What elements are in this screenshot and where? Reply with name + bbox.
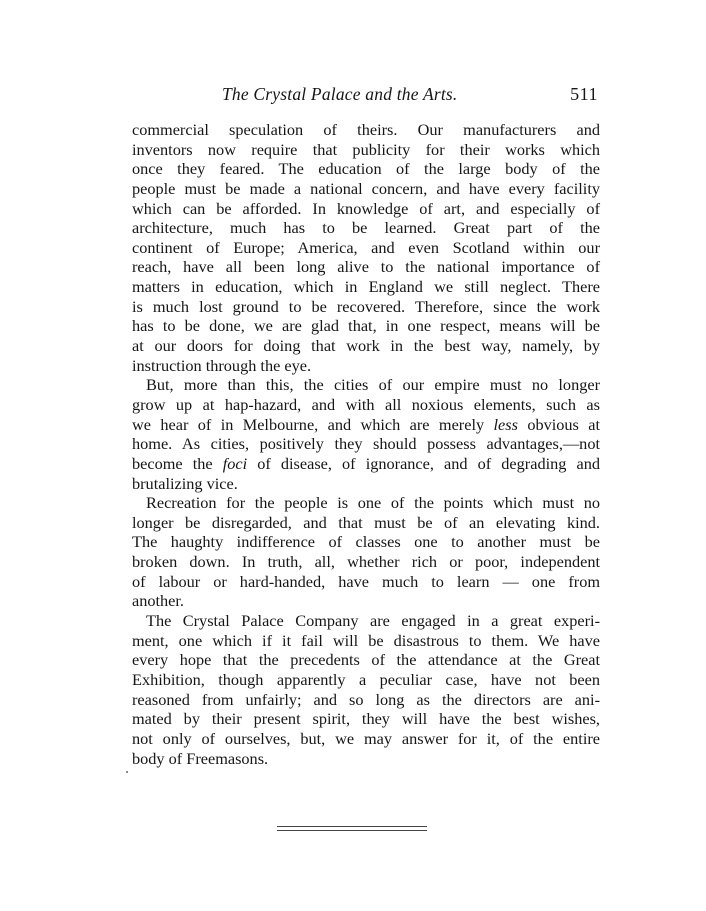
text-line: But, more than this, the cities of our empire must no longer xyxy=(146,375,600,395)
text-line: not only of ourselves, but, we may answer for it, of the entire xyxy=(132,728,600,748)
text-line: longer be disregarded, and that must be of an elevating kind. xyxy=(132,512,600,532)
text-line: reach, have all been long alive to the national importance of xyxy=(132,257,600,277)
running-header xyxy=(132,84,598,108)
text-line: continent of Europe; America, and even Scotland within our xyxy=(132,237,600,257)
text-line: is much lost ground to be recovered. Therefore, since the work xyxy=(132,296,600,316)
text-run: obvious at xyxy=(527,414,601,434)
text-line: home. As cities, positively they should possess advantages,—not xyxy=(132,434,600,454)
text-line: reasoned from unfairly; and so long as the directors are ani- xyxy=(132,689,600,709)
text-run: become the xyxy=(132,453,213,473)
closing-double-rule xyxy=(277,826,427,832)
text-line: mated by their present spirit, they will have the best wishes, xyxy=(132,709,600,729)
text-line-mixed xyxy=(132,454,600,474)
text-line: Recreation for the people is one of the points which must no xyxy=(146,493,600,513)
text-line: of labour or hard-handed, have much to learn — one from xyxy=(132,571,600,591)
text-line: ment, one which if it fail will be disastrous to them. We have xyxy=(132,630,600,650)
text-line: The Crystal Palace Company are engaged in a great experi- xyxy=(146,611,600,631)
text-line: once they feared. The education of the large body of the xyxy=(132,159,600,179)
text-line: every hope that the precedents of the attendance at the Great xyxy=(132,650,600,670)
running-title: The Crystal Palace and the Arts. xyxy=(222,84,458,104)
text-line: another. xyxy=(132,591,184,611)
text-line: architecture, much has to be learned. Great part of the xyxy=(132,218,600,238)
text-line: The haughty indifference of classes one to another must be xyxy=(132,532,600,552)
rule-line xyxy=(277,826,427,827)
text-line: matters in education, which in England we still neglect. There xyxy=(132,277,600,297)
text-line: Exhibition, though apparently a peculiar case, have not been xyxy=(132,669,600,689)
text-line: people must be made a national concern, and have every facility xyxy=(132,178,600,198)
text-run: of disease, of ignorance, and of degrading and xyxy=(257,453,600,473)
italic-run: less xyxy=(493,414,518,434)
text-line: inventors now require that publicity for their works which xyxy=(132,139,600,159)
rule-line xyxy=(277,830,427,831)
text-line: brutalizing vice. xyxy=(132,473,238,493)
text-line: commercial speculation of theirs. Our manufacturers and xyxy=(132,120,600,139)
text-line: broken down. In truth, all, whether rich or poor, independent xyxy=(132,552,600,572)
text-line: instruction through the eye. xyxy=(132,355,312,375)
text-run: we hear of in Melbourne, and which are merely xyxy=(132,414,485,434)
print-speck xyxy=(126,771,128,773)
body-text xyxy=(132,120,600,768)
text-line: body of Freemasons. xyxy=(132,748,269,768)
italic-run: foci xyxy=(222,453,248,473)
text-line: which can be afforded. In knowledge of art, and especially of xyxy=(132,198,600,218)
page-number: 511 xyxy=(570,84,598,104)
text-line: at our doors for doing that work in the best way, namely, by xyxy=(132,336,600,356)
text-line-mixed xyxy=(132,415,600,435)
text-line: grow up at hap-hazard, and with all noxious elements, such as xyxy=(132,394,600,414)
text-line: has to be done, we are glad that, in one respect, means will be xyxy=(132,316,600,336)
